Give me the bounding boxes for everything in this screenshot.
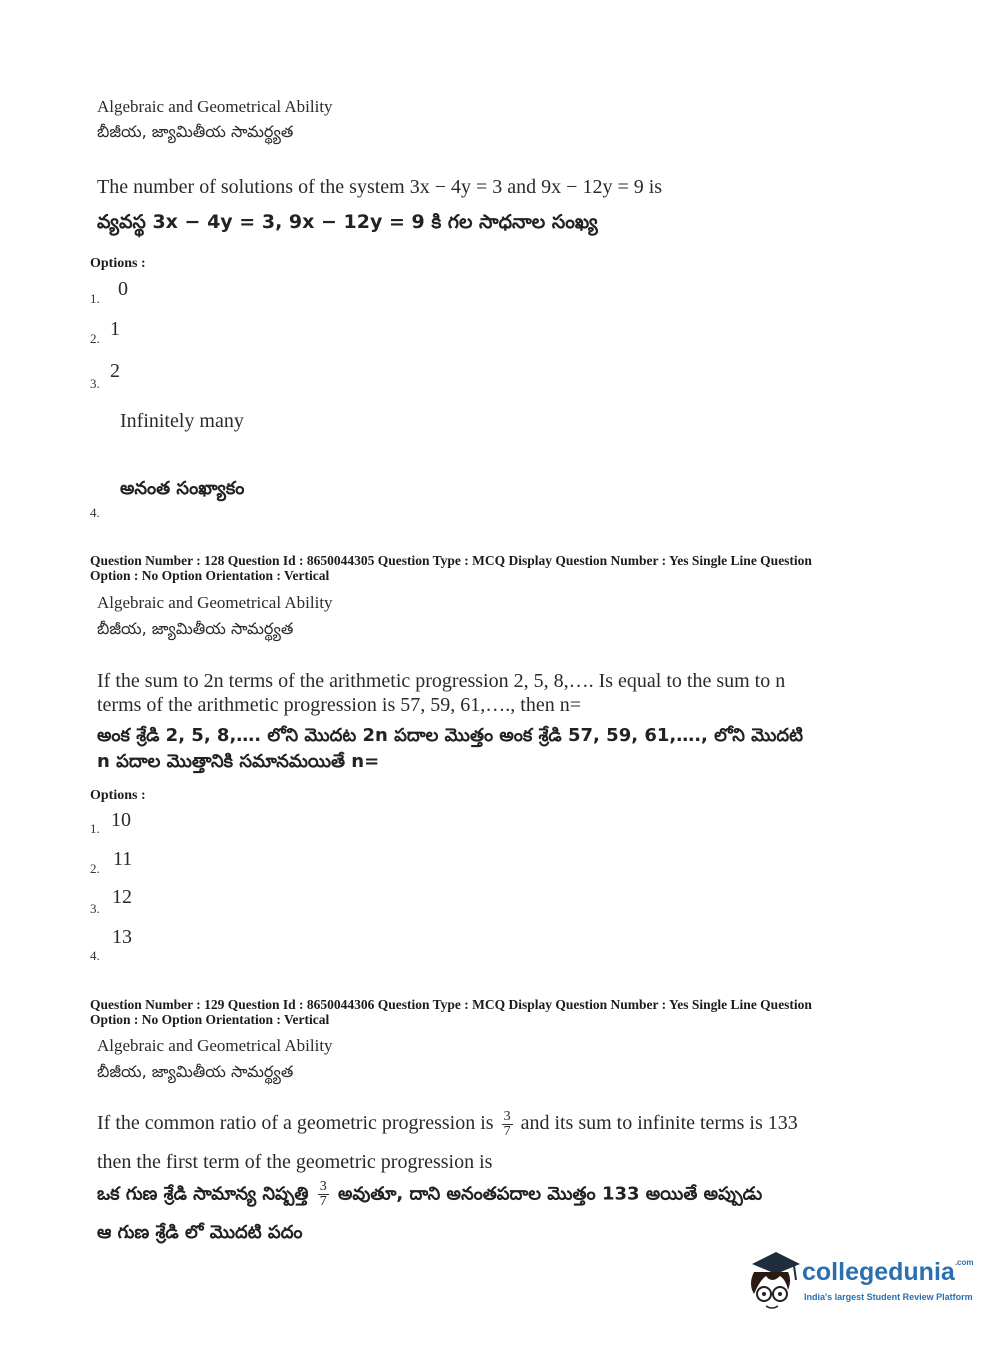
question-meta [90,997,890,1027]
option-number: 4. [90,505,100,520]
ratio-fraction [318,1180,329,1209]
options-label: Options : [90,256,146,271]
question-text-part: అవుతూ, దాని అనంతపదాల మొత్తం 133 అయితే అప్పుడు [338,1183,763,1205]
fraction-denominator: 7 [319,1194,327,1209]
option-value: 2 [110,360,120,382]
option-number: 2. [90,861,100,876]
subject-en: Algebraic and Geometrical Ability [97,1036,333,1055]
subject-en: Algebraic and Geometrical Ability [97,593,333,612]
question-text-te: అంక శ్రేడి 2, 5, 8,…. లోని మొదట 2n పదాల మొత్తం అంక శ్రేడి 57, 59, 61,…., లోని మొదటి [97,725,803,746]
question-text-part: and its sum to infinite terms is 133 [520,1112,798,1135]
option-value: Infinitely many [120,410,244,432]
option-number: 3. [90,376,100,391]
fraction-numerator: 3 [503,1109,511,1124]
question-text-part: If the common ratio of a geometric progression is [97,1112,494,1135]
question-text-te: వ్యవస్థ 3x − 4y = 3, 9x − 12y = 9 కి గల సాధనాల సంఖ్య [97,211,598,233]
question-text-en: The number of solutions of the system 3x − 4y = 3 and 9x − 12y = 9 is [97,176,663,198]
logo-suffix: .com [954,1258,974,1267]
question-text-te: ఆ గుణ శ్రేడి లో మొదటి పదం [97,1222,303,1243]
fraction-denominator: 7 [503,1124,511,1139]
question-text-en: If the sum to 2n terms of the arithmetic progression 2, 5, 8,…. Is equal to the sum to n [97,670,786,692]
question-text-part: ఒక గుణ శ్రేడి సామాన్య నిష్పత్తి [97,1183,309,1205]
logo-wordmark [802,1258,973,1287]
question-meta-line2: Option : No Option Orientation : Vertical [90,1012,330,1027]
question-meta-line2: Option : No Option Orientation : Vertical [90,568,330,583]
question-text-en: terms of the arithmetic progression is 57, 59, 61,…., then n= [97,694,581,716]
question-text-te [97,1180,762,1209]
option-value: 1 [110,318,120,340]
option-number: 3. [90,901,100,916]
student-mascot-icon [742,1250,800,1316]
fraction-numerator: 3 [319,1179,327,1194]
option-number: 4. [90,948,100,963]
option-value: 11 [113,848,133,870]
subject-te: బీజీయ, జ్యామితీయ సామర్థ్యత [97,619,294,638]
option-value: 12 [112,886,132,908]
logo-tagline: India's largest Student Review Platform [804,1292,973,1302]
option-number: 1. [90,821,100,836]
option-value-te: అనంత సంఖ్యాకం [120,478,245,499]
question-meta-line1: Question Number : 128 Question Id : 8650044305 Question Type : MCQ Display Question Number : Yes Single Line Question [90,553,812,568]
option-value: 0 [118,278,128,300]
subject-en: Algebraic and Geometrical Ability [97,97,333,116]
subject-te: బీజీయ, జ్యామితీయ సామర్థ్యత [97,1062,294,1081]
question-meta [90,553,890,583]
question-meta-line1: Question Number : 129 Question Id : 8650044306 Question Type : MCQ Display Question Number : Yes Single Line Question [90,997,812,1012]
collegedunia-logo [742,1250,972,1320]
ratio-fraction [502,1110,513,1139]
question-text-en: then the first term of the geometric progression is [97,1151,493,1173]
question-text-te: n పదాల మొత్తానికి సమానమయితే n= [97,751,380,772]
question-text-en [97,1110,798,1139]
option-value: 10 [111,809,131,831]
option-value: 13 [112,926,132,948]
option-number: 2. [90,331,100,346]
options-label: Options : [90,788,146,803]
logo-name: collegedunia [802,1258,955,1286]
option-number: 1. [90,291,100,306]
subject-te: బీజీయ, జ్యామితీయ సామర్థ్యత [97,122,294,141]
